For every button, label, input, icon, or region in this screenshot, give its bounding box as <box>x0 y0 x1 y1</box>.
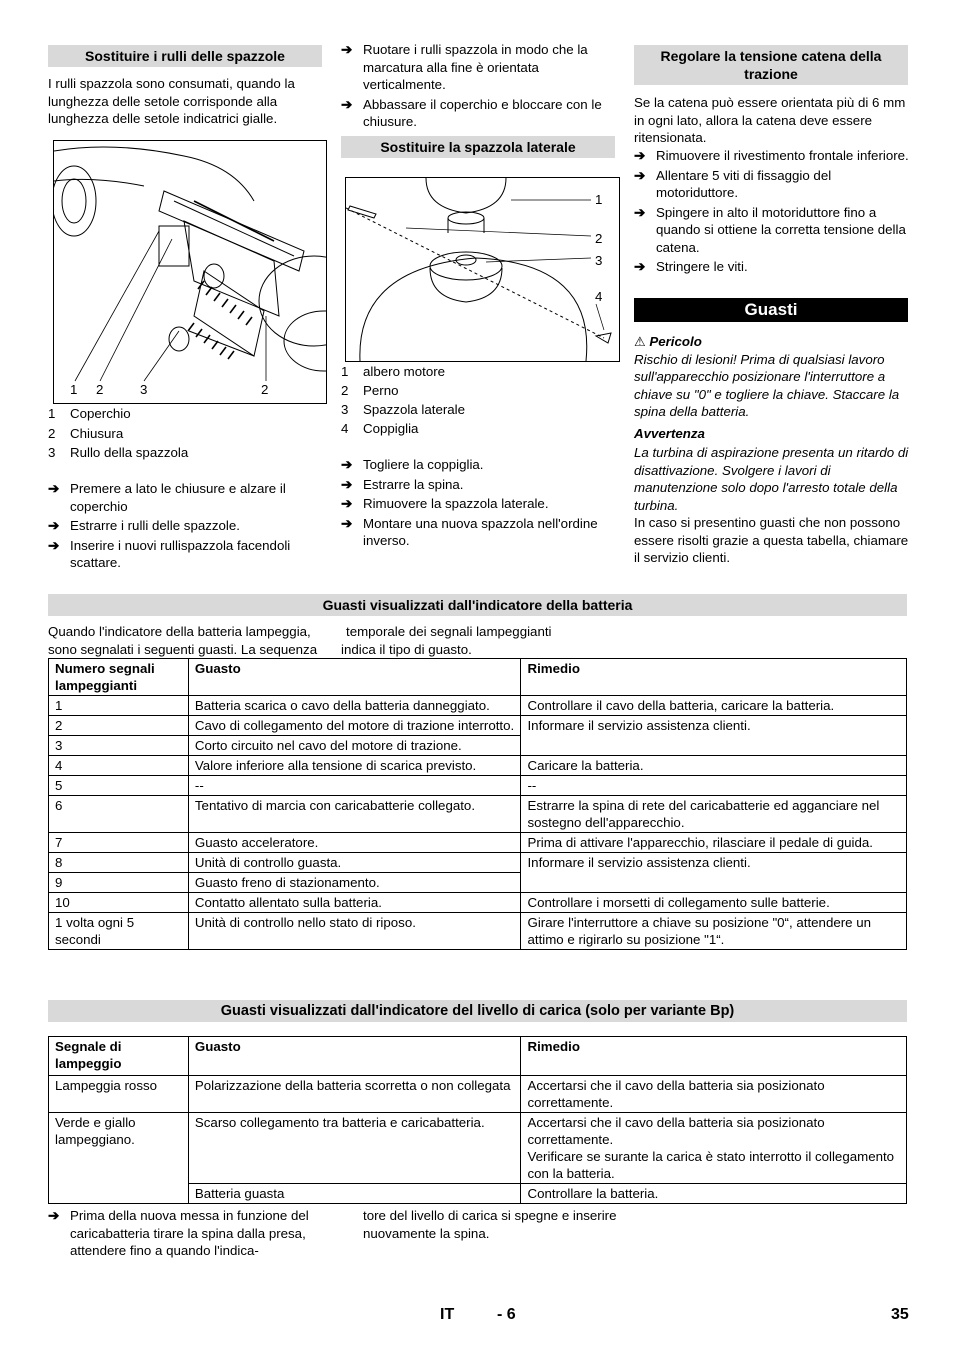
figure-callout-1: 1 <box>70 382 78 397</box>
danger-text: Rischio di lesioni! Prima di qualsiasi lavoro sull'apparecchio posizionare l'interruttore a chiave su "0" e togliere la chiave. Staccare la spina della batteria. <box>634 351 900 419</box>
arrow-right-icon: ➔ <box>634 148 646 163</box>
step-item: ➔ Ruotare i rulli spazzola in modo che la marcatura alla fine è orientata verticalmente. <box>341 42 588 92</box>
step-item: ➔ Estrarre i rulli delle spazzole. <box>48 518 240 533</box>
battery-intro-b: indica il tipo di guasto. <box>341 642 472 657</box>
arrow-right-icon: ➔ <box>341 515 353 531</box>
arrow-right-icon: ➔ <box>341 476 353 492</box>
arrow-right-icon: ➔ <box>341 496 353 511</box>
legend-item: 1 albero motore <box>341 364 446 379</box>
column-header: Numero segnali lampeggianti <box>49 659 189 696</box>
column-header: Segnale di lampeggio <box>49 1037 189 1076</box>
step-item: ➔ Rimuovere il rivestimento frontale inferiore. <box>634 148 909 163</box>
figure-callout-3: 3 <box>140 382 148 397</box>
heading-replace-side-brush: Sostituire la spazzola laterale <box>341 136 615 158</box>
table-row: 6 Tentativo di marcia con caricabatterie collegato. Estrarre la spina di rete del caricabatterie ed agganciare nel sostegno dell'apparecchio. <box>49 796 907 833</box>
table-row: 1 Batteria scarica o cavo della batteria danneggiato. Controllare il cavo della batteria, caricare la batteria. <box>49 696 907 716</box>
charge-note-b: tore del livello di carica si spegne e inserire nuovamente la spina. <box>363 1208 617 1241</box>
brush-roller-figure <box>53 140 327 404</box>
danger-notice <box>634 333 912 567</box>
battery-fault-table <box>48 658 907 950</box>
col1-steps <box>48 480 326 572</box>
col2-top-steps <box>341 41 619 131</box>
warning-text: La turbina di aspirazione presenta un ritardo di disattivazione. Svolgere i lavori di manutenzione solo dopo l'arresto totale della turbina. <box>634 445 909 513</box>
arrow-right-icon: ➔ <box>48 518 60 533</box>
table-row: Verde e giallo lampeggiano. Scarso collegamento tra batteria e caricabatteria. Accertarsi che il cavo della batteria sia posizionato correttamente. Verificare se surante la carica è stato interrotto il collegamento con la batteria. <box>49 1113 907 1184</box>
legend-item: 4 Coppiglia <box>341 421 419 436</box>
step-item: ➔ Allentare 5 viti di fissaggio del motoriduttore. <box>634 167 832 200</box>
step-item: ➔ Spingere in alto il motoriduttore fino a quando si ottiene la corretta tensione della catena. <box>634 204 906 255</box>
arrow-right-icon: ➔ <box>48 1208 60 1223</box>
arrow-right-icon: ➔ <box>341 96 353 112</box>
column-header: Guasto <box>188 659 521 696</box>
section-title-faults: Guasti <box>634 298 908 322</box>
figure-callout-1: 1 <box>595 192 603 207</box>
heading-chain-tension: Regolare la tensione catena della trazione <box>634 45 908 85</box>
figure-callout-2: 2 <box>96 382 104 397</box>
table-header-row <box>49 1037 907 1076</box>
column-header: Rimedio <box>521 659 907 696</box>
legend-item: 2 Chiusura <box>48 425 124 441</box>
warning-triangle-icon: ⚠ <box>634 334 646 349</box>
table-row: 8 Unità di controllo guasta. Informare il servizio assistenza clienti. <box>49 853 907 873</box>
col3-steps <box>634 147 912 276</box>
legend-item: 3 Spazzola laterale <box>341 402 466 417</box>
arrow-right-icon: ➔ <box>341 42 353 57</box>
battery-intro-a: Quando l'indicatore della batteria lampeggia, sono segnalati i seguenti guasti. La sequenza temporale dei segnali lampeggianti <box>48 624 552 657</box>
heading-charge-indicator: Guasti visualizzati dall'indicatore del livello di carica (solo per variante Bp) <box>48 1000 907 1022</box>
arrow-right-icon: ➔ <box>634 167 646 183</box>
arrow-right-icon: ➔ <box>634 204 646 220</box>
figure-callout-2: 2 <box>595 231 603 246</box>
legend-item: 1 Coperchio <box>48 406 131 421</box>
charge-note-a: ➔ Prima della nuova messa in funzione del caricabatteria tirare la spina dalla presa, attendere fino a quando l'indica- <box>48 1208 309 1258</box>
table-row: 5 -- -- <box>49 776 907 796</box>
figure-callout-4: 4 <box>595 289 603 304</box>
arrow-right-icon: ➔ <box>48 481 60 496</box>
footer-section: - 6 <box>497 1306 516 1323</box>
step-item: ➔ Stringere le viti. <box>634 259 748 274</box>
step-item: ➔ Montare una nuova spazzola nell'ordine inverso. <box>341 515 598 548</box>
legend-item: 3 Rullo della spazzola <box>48 445 189 460</box>
column-header: Rimedio <box>521 1037 907 1076</box>
arrow-right-icon: ➔ <box>634 259 646 274</box>
figure-callout-2b: 2 <box>261 382 269 397</box>
warning-label: Avvertenza <box>634 425 705 441</box>
col2-steps <box>341 456 619 550</box>
table-row: 9 Guasto freno di stazionamento. <box>49 873 907 893</box>
table-row: Lampeggia rosso Polarizzazione della batteria scorretta o non collegata Accertarsi che il cavo della batteria sia posizionato correttamente. <box>49 1076 907 1113</box>
closing-text: In caso si presentino guasti che non possono essere risolti grazie a questa tabella, chiamare il servizio clienti. <box>634 515 909 565</box>
step-item: ➔ Inserire i nuovi rullispazzola facendoli scattare. <box>48 537 291 570</box>
step-item: ➔ Togliere la coppiglia. <box>341 457 484 472</box>
col3-intro: Se la catena può essere orientata più di 6 mm in ogni lato, allora la catena deve essere ritensionata. <box>634 95 906 145</box>
footer-page-number: 35 <box>891 1306 909 1323</box>
col1-legend <box>48 404 326 463</box>
table-row: Batteria guasta Controllare la batteria. <box>49 1184 907 1204</box>
charge-fault-table <box>48 1036 907 1204</box>
footer-language: IT <box>440 1306 455 1323</box>
heading-replace-brush-rollers: Sostituire i rulli delle spazzole <box>48 45 322 67</box>
arrow-right-icon: ➔ <box>341 457 353 472</box>
heading-battery-indicator: Guasti visualizzati dall'indicatore della batteria <box>48 594 907 616</box>
table-row: 2 Cavo di collegamento del motore di trazione interrotto. Informare il servizio assistenza clienti. <box>49 716 907 736</box>
table-row: 4 Valore inferiore alla tensione di scarica previsto. Caricare la batteria. <box>49 756 907 776</box>
legend-item: 2 Perno <box>341 383 399 398</box>
col1-intro: I rulli spazzola sono consumati, quando la lunghezza delle setole corrisponde alla lunghezza delle setole indicatrici gialle. <box>48 76 295 126</box>
table-row: 7 Guasto acceleratore. Prima di attivare l'apparecchio, rilasciare il pedale di guida. <box>49 833 907 853</box>
table-row: 3 Corto circuito nel cavo del motore di trazione. <box>49 736 907 756</box>
arrow-right-icon: ➔ <box>48 537 60 553</box>
table-header-row <box>49 659 907 696</box>
step-item: ➔ Estrarre la spina. <box>341 476 464 492</box>
danger-label: Pericolo <box>649 334 702 349</box>
table-row: 10 Contatto allentato sulla batteria. Controllare i morsetti di collegamento sulle batterie. <box>49 893 907 913</box>
figure-callout-3: 3 <box>595 253 603 268</box>
table-row: 1 volta ogni 5 secondi Unità di controllo nello stato di riposo. Girare l'interruttore a chiave su posizione "0“, attendere un attimo e rigirarlo su posizione "1“. <box>49 913 907 950</box>
step-item: ➔ Abbassare il coperchio e bloccare con le chiusure. <box>341 96 602 129</box>
column-header: Guasto <box>188 1037 521 1076</box>
col2-legend <box>341 362 619 438</box>
step-item: ➔ Premere a lato le chiusure e alzare il coperchio <box>48 481 286 514</box>
step-item: ➔ Rimuovere la spazzola laterale. <box>341 496 549 511</box>
side-brush-figure <box>345 177 620 362</box>
